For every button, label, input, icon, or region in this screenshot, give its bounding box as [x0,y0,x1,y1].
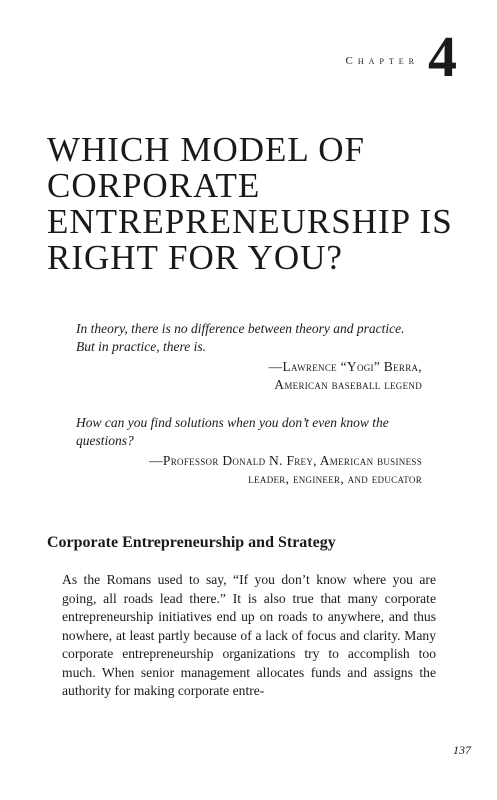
attribution-line: American baseball legend [274,377,422,392]
quote-text: In theory, there is no difference between theory and practice. But in practice, there is. [76,321,405,354]
attribution-line: —Professor Donald N. Frey, American business [149,453,422,468]
body-paragraph: As the Romans used to say, “If you don’t know where you are going, all roads lead there.” It is also true that many corporate entrepreneurship initiatives end up on roads to anywhere, and thus nowhere, at least partly because of a lack of focus and clarity. Many corporate entrepreneurship organizations try to accomplish too much. When senior management allocates funds and assigns the authority for making corporate entre- [62,572,436,698]
chapter-label: Chapter [345,55,419,67]
chapter-number: 4 [428,24,457,89]
attribution-line: —Lawrence “Yogi” Berra, [268,359,422,374]
page-number: 137 [453,743,471,757]
epigraph-quote [76,320,422,394]
quote-text: How can you find solutions when you don’t even know the questions? [76,415,389,448]
quote-attribution [76,452,422,488]
quote-attribution [76,358,422,394]
attribution-line: leader, engineer, and educator [248,471,422,486]
chapter-title: WHICH MODEL OF CORPORATE ENTREPRENEURSHIP IS RIGHT FOR YOU? [47,130,453,277]
section-heading: Corporate Entrepreneurship and Strategy [47,534,336,551]
epigraph-quote [76,414,422,488]
